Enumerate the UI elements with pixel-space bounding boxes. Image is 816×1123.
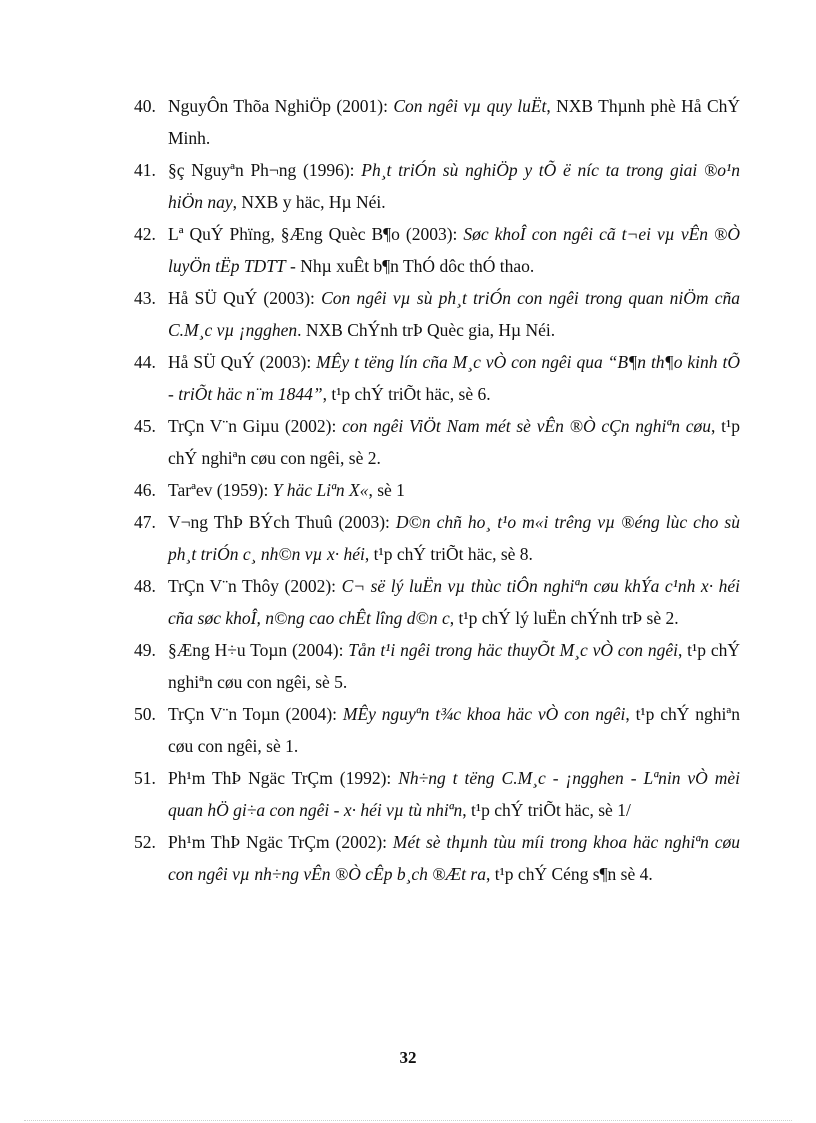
reference-author: §ç Nguyªn Ph¬ng (1996): [168,160,362,180]
reference-author: NguyÔn Thõa NghiÖp (2001): [168,96,394,116]
reference-publisher: , t¹p chÝ Céng s¶n sè 4. [485,864,653,884]
reference-item-45 [134,410,740,474]
reference-number: 45. [134,416,156,436]
reference-publisher: , t¹p chÝ triÕt häc, sè 8. [364,544,533,564]
reference-publisher: , NXB y häc, Hµ Néi. [232,192,386,212]
reference-title: Nh÷ng t tëng C.M¸c - ¡ngghen - Lªnin vÒ mèi quan hÖ gi÷a con ngêi - x· héi vµ tù nhiªn [168,768,740,820]
reference-number: 50. [134,704,156,724]
reference-publisher: , sè 1 [368,480,405,500]
reference-publisher: . NXB ChÝnh trÞ Quèc gia, Hµ Néi. [297,320,556,340]
reference-title: Con ngêi vµ quy luËt [393,96,547,116]
reference-author: TrÇn V¨n Giµu (2002): [168,416,343,436]
reference-number: 52. [134,832,156,852]
reference-item-42 [134,218,740,282]
reference-title: Y häc Liªn X« [272,480,369,500]
reference-author: Ph¹m ThÞ Ngäc TrÇm (1992): [168,768,399,788]
reference-publisher: , t¹p chÝ nghiªn cøu con ngêi, sè 5. [168,640,740,692]
reference-author: Ph¹m ThÞ Ngäc TrÇm (2002): [168,832,393,852]
reference-item-48 [134,570,740,634]
reference-item-47 [134,506,740,570]
reference-author: Hå SÜ QuÝ (2003): [168,352,317,372]
reference-author: Lª QuÝ Phïng, §Æng Quèc B¶o (2003): [168,224,464,244]
reference-number: 49. [134,640,156,660]
reference-title: C¬ së lý luËn vµ thùc tiÔn nghiªn cøu khÝa c¹nh x· héi cña søc khoÎ, n©ng cao chÊt lîng d©n c [168,576,741,628]
reference-number: 46. [134,480,156,500]
reference-author: V¬ng ThÞ BÝch Thuû (2003): [168,512,396,532]
reference-title: Ph¸t triÓn sù nghiÖp y tÕ ë níc ta trong giai ®o¹n hiÖn nay [168,160,740,212]
reference-item-49 [134,634,740,698]
reference-author: TrÇn V¨n Toµn (2004): [168,704,343,724]
reference-publisher: , t¹p chÝ nghiªn cøu con ngêi, sè 1. [168,704,740,756]
reference-publisher: , NXB Thµnh phè Hå ChÝ Minh. [168,96,741,148]
reference-number: 44. [134,352,156,372]
reference-title: Tån t¹i ngêi trong häc thuyÕt M¸c vÒ con ngêi [348,640,678,660]
reference-item-41 [134,154,740,218]
page-number: 32 [399,1048,417,1067]
reference-number: 48. [134,576,156,596]
reference-number: 43. [134,288,156,308]
reference-item-46 [134,474,740,506]
reference-publisher: - Nhµ xuÊt b¶n ThÓ dôc thÓ thao. [285,256,535,276]
reference-item-40 [134,90,740,154]
reference-number: 41. [134,160,156,180]
reference-item-52 [134,826,740,890]
reference-title: MÊy nguyªn t¾c khoa häc vÒ con ngêi [342,704,626,724]
reference-title: Søc khoÎ con ngêi cã t¬ei vµ vÊn ®Ò luyÖn tËp TDTT [168,224,740,276]
reference-title: Con ngêi vµ sù ph¸t triÓn con ngêi trong quan niÖm cña C.M¸c vµ ¡ngghen [168,288,740,340]
reference-number: 42. [134,224,156,244]
reference-list [134,90,740,890]
reference-publisher: , t¹p chÝ triÕt häc, sè 1/ [462,800,631,820]
reference-number: 47. [134,512,156,532]
reference-item-50 [134,698,740,762]
reference-author: §Æng H÷u Toµn (2004): [168,640,349,660]
reference-item-43 [134,282,740,346]
reference-publisher: , t¹p chÝ nghiªn cøu con ngêi, sè 2. [168,416,741,468]
page-bottom-divider [24,1120,792,1121]
reference-title: D©n chñ ho¸ t¹o m«i trêng vµ ®éng lùc cho sù ph¸t triÓn c¸ nh©n vµ x· héi [168,512,740,564]
reference-publisher: , t¹p chÝ triÕt häc, sè 6. [322,384,491,404]
reference-item-51 [134,762,740,826]
reference-item-44 [134,346,740,410]
reference-author: TrÇn V¨n Thôy (2002): [168,576,342,596]
reference-publisher: , t¹p chÝ lý luËn chÝnh trÞ sè 2. [449,608,679,628]
reference-title: MÊy t tëng lín cña M¸c vÒ con ngêi qua “B¶n th¶o kinh tÕ - triÕt häc n¨m 1844” [168,352,740,404]
reference-author: Tarªev (1959): [168,480,273,500]
reference-number: 51. [134,768,156,788]
reference-number: 40. [134,96,156,116]
reference-title: con ngêi ViÖt Nam mét sè vÊn ®Ò cÇn nghiªn cøu [342,416,712,436]
reference-author: Hå SÜ QuÝ (2003): [168,288,322,308]
reference-title: Mét sè thµnh tùu míi trong khoa häc nghiªn cøu con ngêi vµ nh÷ng vÊn ®Ò cÊp b¸ch ®Æt ra [168,832,740,884]
